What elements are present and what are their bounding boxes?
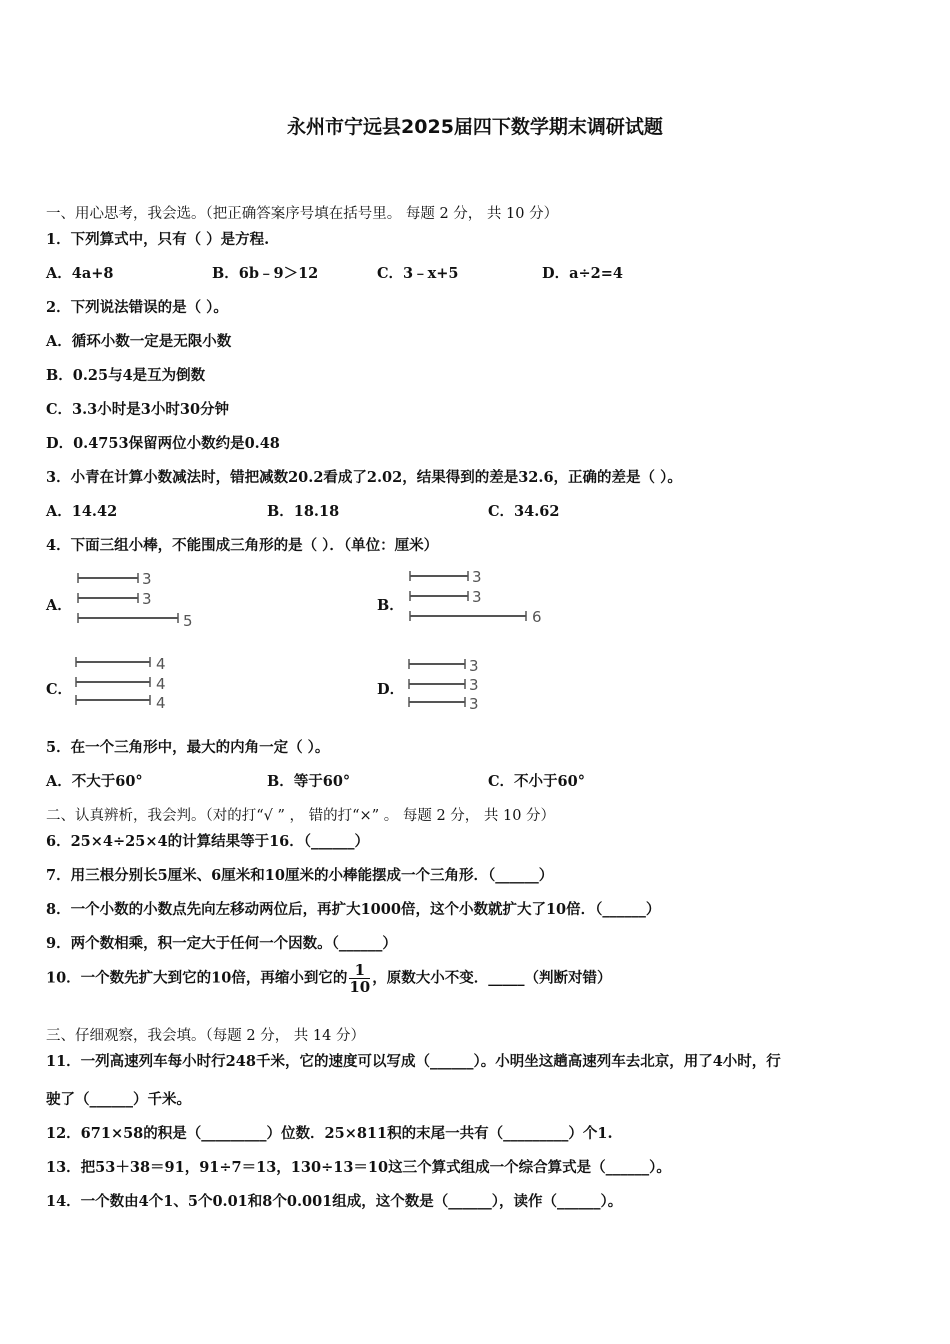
q3-option-b: B．18.18 [267,503,340,520]
question-13: 13．把53＋38＝91，91÷7＝13，130÷13＝10这三个算式组成一个综合算式是（______）。 [46,1159,671,1176]
question-6: 6．25×4÷25×4的计算结果等于16．（______） [46,833,369,850]
q2-option-b: B．0.25与4是互为倒数 [46,367,206,384]
q4-option-c-label: C． [46,681,73,698]
q5-option-b: B．等于60° [267,773,351,790]
question-14: 14．一个数由4个1、5个0.01和8个0.001组成，这个数是（______），读作（______）。 [46,1193,623,1210]
q3-option-c: C．34.62 [488,503,560,520]
q4-d-stick-3: 3 [469,695,479,713]
q1-option-d: D．a÷2=4 [542,265,623,282]
q4-a-stick-1: 3 [142,570,152,588]
question-1: 1．下列算式中，只有（ ）是方程. [46,231,270,248]
q5-option-c: C．不小于60° [488,773,585,790]
fraction-numerator: 1 [354,961,366,979]
q4-d-stick-1: 3 [469,657,479,675]
section-3-header: 三、仔细观察，我会填。（每题 2 分， 共 14 分） [46,1028,365,1044]
question-9: 9．两个数相乘，积一定大于任何一个因数。（______） [46,935,397,952]
q4-option-d-label: D． [377,681,405,698]
q4-option-d-sticks [401,654,501,716]
fraction-denominator: 10 [349,978,371,996]
q3-option-a: A．14.42 [46,503,118,520]
q4-option-a-label: A． [46,597,72,614]
q4-a-stick-2: 3 [142,590,152,608]
question-11-line-2: 驶了（______）千米。 [46,1091,191,1108]
q1-option-a: A．4a+8 [46,265,114,282]
q4-b-stick-3: 6 [532,608,542,626]
q2-option-c: C．3.3小时是3小时30分钟 [46,401,230,418]
question-3: 3．小青在计算小数减法时，错把减数20.2看成了2.02，结果得到的差是32.6，正确的差是（ ）。 [46,469,682,486]
q5-option-a: A．不大于60° [46,773,143,790]
q4-d-stick-2: 3 [469,676,479,694]
question-11-line-1: 11．一列高速列车每小时行248千米，它的速度可以写成（______）。小明坐这趟高速列车去北京，用了4小时，行 [46,1053,781,1070]
fraction-one-tenth [349,962,370,995]
section-1-header: 一、用心思考，我会选。（把正确答案序号填在括号里。 每题 2 分， 共 10 分） [46,206,559,222]
question-5: 5．在一个三角形中，最大的内角一定（ ）。 [46,739,330,756]
q4-option-c-sticks [68,652,188,714]
q4-c-stick-1: 4 [156,655,166,673]
question-4: 4．下面三组小棒，不能围成三角形的是（ ）．（单位：厘米） [46,537,439,554]
question-7: 7．用三根分别长5厘米、6厘米和10厘米的小棒能摆成一个三角形．（______） [46,867,554,884]
q1-option-c: C．3﹣x+5 [377,265,459,282]
q4-b-stick-2: 3 [472,588,482,606]
question-10 [46,962,611,995]
q4-c-stick-3: 4 [156,694,166,712]
q4-option-b-label: B． [377,597,404,614]
question-2: 2．下列说法错误的是（ ）。 [46,299,228,316]
q4-b-stick-1: 3 [472,568,482,586]
q10-text-before: 10．一个数先扩大到它的10倍，再缩小到它的 [46,969,348,987]
page-title: 永州市宁远县2025届四下数学期末调研试题 [287,116,663,138]
q10-text-after: ，原数大小不变．_____（判断对错） [372,969,612,987]
q4-option-a-sticks [70,568,210,632]
q1-option-b: B．6b﹣9＞12 [212,265,319,282]
section-2-header: 二、认真辨析，我会判。（对的打“√ ” ， 错的打“×” 。 每题 2 分， 共 10 分） [46,808,556,824]
question-12: 12．671×58的积是（_________）位数．25×811积的末尾一共有（_________）个1. [46,1125,613,1142]
q2-option-d: D．0.4753保留两位小数约是0.48 [46,435,280,452]
question-8: 8．一个小数的小数点先向左移动两位后，再扩大1000倍，这个小数就扩大了10倍．（______） [46,901,661,918]
q4-c-stick-2: 4 [156,675,166,693]
q2-option-a: A．循环小数一定是无限小数 [46,333,232,350]
q4-option-b-sticks [402,566,562,630]
q4-a-stick-3: 5 [183,612,193,630]
